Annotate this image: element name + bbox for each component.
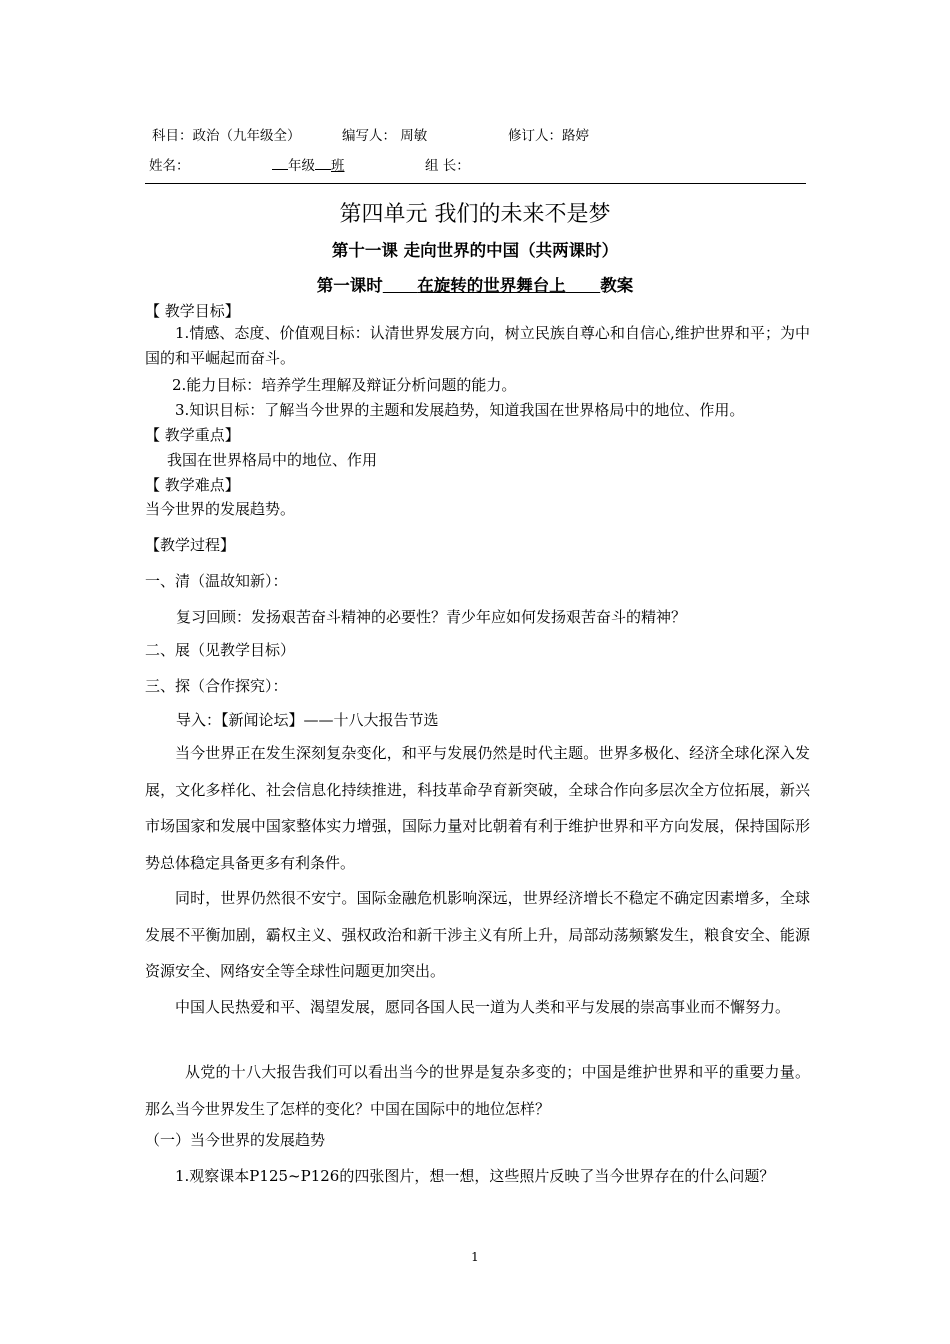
reviser-label: 修订人：路婷 <box>508 128 589 144</box>
difficulty-text: 当今世界的发展趋势。 <box>145 500 296 518</box>
paragraph-4: 从党的十八大报告我们可以看出当今的世界是复杂多变的；中国是维护世界和平的重要力量。那么当今世界发生了怎样的变化？中国在国际中的地位怎样？ <box>145 1063 810 1118</box>
process-heading: 【教学过程】 <box>145 536 236 554</box>
header-divider <box>145 183 806 184</box>
intro-line: 导入：【新闻论坛】——十八大报告节选 <box>176 711 439 729</box>
section-2-heading: 二、展（见教学目标） <box>145 641 296 659</box>
grade-blank <box>272 155 288 170</box>
paragraph-1: 当今世界正在发生深刻复杂变化，和平与发展仍然是时代主题。世界多极化、经济全球化深入发展，文化多样化、社会信息化持续推进，科技革命孕育新突破，全球合作向多层次全方位拓展，新兴市场国家和发展中国家整体实力增强，国际力量对比朝着有利于维护世界和平方向发展，保持国际形势总体稳定具备更多有利条件。 <box>145 744 810 872</box>
section-1-heading: 一、清（温故知新）： <box>145 572 288 590</box>
page-number: 1 <box>471 1250 479 1264</box>
period-suffix: 教案 <box>600 276 634 295</box>
subject-label: 科目：政治（九年级全） <box>152 128 301 144</box>
grade-class-field <box>272 154 345 174</box>
key-point-heading: 【 教学重点】 <box>145 426 240 444</box>
group-leader-label: 组 长： <box>425 158 470 174</box>
review-question: 复习回顾：发扬艰苦奋斗精神的必要性？青少年应如何发扬艰苦奋斗的精神？ <box>176 608 687 626</box>
period-prefix: 第一课时 <box>316 276 383 295</box>
author-label: 编写人： 周敏 <box>342 128 428 144</box>
paragraph-2: 同时，世界仍然很不安宁。国际金融危机影响深远，世界经济增长不稳定不确定因素增多，全球发展不平衡加剧，霸权主义、强权政治和新干涉主义有所上升，局部动荡频繁发生，粮食安全、能源资源安全、网络安全等全球性问题更加突出。 <box>145 889 810 980</box>
goal-3: 3.知识目标：了解当今世界的主题和发展趋势，知道我国在世界格局中的地位、作用。 <box>175 401 745 419</box>
unit-title: 第四单元 我们的未来不是梦 <box>339 202 611 227</box>
difficulty-heading: 【 教学难点】 <box>145 476 240 494</box>
lesson-title: 第十一课 走向世界的中国（共两课时） <box>331 241 619 260</box>
subsection-1-heading: （一）当今世界的发展趋势 <box>145 1131 326 1149</box>
paragraph-3: 中国人民热爱和平、渴望发展，愿同各国人民一道为人类和平与发展的崇高事业而不懈努力。 <box>175 998 791 1016</box>
goal-1: 1.情感、态度、价值观目标：认清世界发展方向，树立民族自尊心和自信心,维护世界和平；为中国的和平崛起而奋斗。 <box>145 324 810 367</box>
grade-label: 年级 <box>288 158 315 174</box>
period-title <box>0 272 950 296</box>
class-label: 班 <box>331 158 345 174</box>
key-point-text: 我国在世界格局中的地位、作用 <box>167 451 378 469</box>
goals-heading: 【 教学目标】 <box>145 302 240 320</box>
section-3-heading: 三、探（合作探究）： <box>145 677 288 695</box>
class-blank <box>315 155 331 170</box>
goal-2: 2.能力目标：培养学生理解及辩证分析问题的能力。 <box>172 376 517 394</box>
period-topic: 在旋转的世界舞台上 <box>417 276 566 295</box>
question-1: 1.观察课本P125~P126的四张图片，想一想，这些照片反映了当今世界存在的什么问题？ <box>175 1167 775 1185</box>
name-label: 姓名： <box>149 158 190 174</box>
